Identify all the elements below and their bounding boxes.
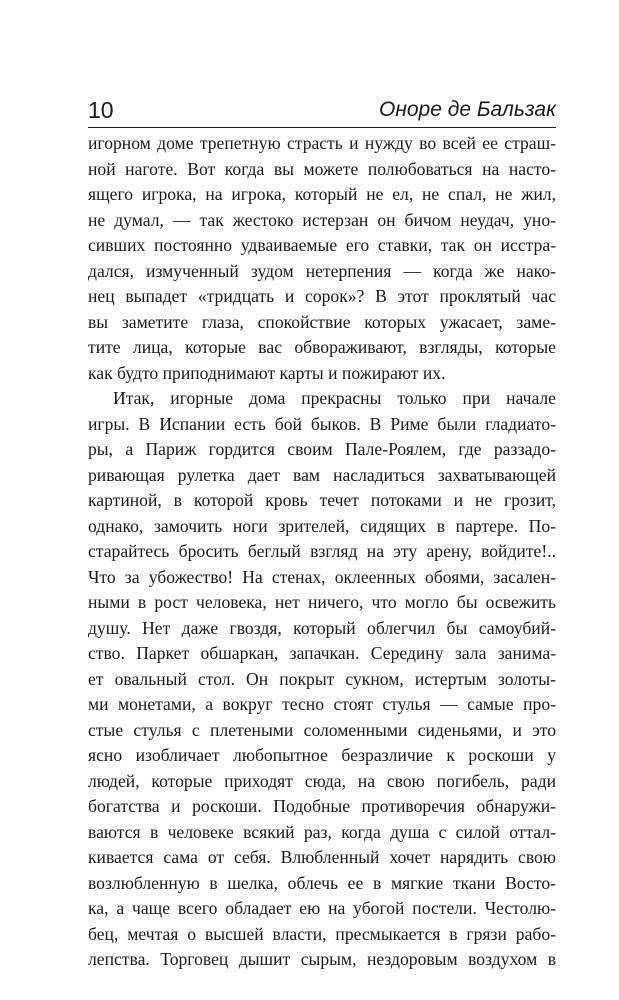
text-line: кивается сама от себя. Влюбленный хочет нарядить свою (88, 847, 556, 867)
paragraph-last-line: как будто приподнимают карты и пожирают их. (88, 362, 446, 383)
text-line: ры, а Париж гордится своим Пале-Роялем, где раззадо- (88, 439, 556, 459)
text-line: бец, мечтая о высшей власти, пресмыкается в грязи рабо- (88, 923, 556, 944)
text-line: старайтесь бросить беглый взгляд на эту арену, войдите!.. (88, 541, 556, 561)
text-line: ной наготе. Вот когда вы можете полюбоваться на насто- (88, 158, 556, 179)
paragraph-first-line: Итак, игорные дома прекрасны только при начале (113, 388, 556, 408)
text-line: нец выпадет «тридцать и сорок»? В этот проклятый час (88, 286, 556, 306)
text-line: душу. Нет даже гвоздя, который облегчил бы самоубий- (88, 617, 556, 638)
page-header (88, 96, 556, 130)
text-line: ваются в человеке всякий раз, когда душа с силой оттал- (88, 821, 556, 842)
text-line: ка, а чаще всего обладает ею на убогой постели. Честолю- (88, 898, 556, 918)
text-line: игорном доме трепетную страсть и нужду во всей ее страш- (88, 133, 556, 153)
text-line: не думал, — так жестоко истерзан он бичом неудач, уно- (88, 209, 556, 230)
text-line: картиной, в которой кровь течет потоками и не грозит, (88, 490, 556, 510)
text-line: сивших постоянно удваиваемые его ставки, так он исстра- (88, 235, 556, 255)
header-rule (88, 127, 556, 128)
text-line: тите лица, которые вас обвораживают, взгляды, которые (88, 337, 556, 357)
page-number: 10 (88, 97, 114, 123)
text-line: игры. В Испании есть бой быков. В Риме были гладиато- (88, 413, 556, 434)
text-line: людей, которые приходят сюда, на свою погибель, ради (88, 770, 556, 791)
text-line: лепства. Торговец дышит сырым, нездоровым воздухом в (88, 949, 556, 969)
text-line: ство. Паркет обшаркан, запачкан. Середину зала занима- (88, 643, 556, 663)
text-line: однако, замочить ноги зрителей, сидящих в партере. По- (88, 515, 556, 536)
text-line: ет овальный стол. Он покрыт сукном, истертым золоты- (88, 668, 556, 689)
text-line: ясно изобличает любопытное безразличие к роскоши у (88, 745, 556, 765)
text-line: возлюбленную в шелка, облечь ее в мягкие ткани Восто- (88, 872, 556, 893)
text-line: стые стулья с плетеными соломенными сиденьями, и это (88, 719, 556, 740)
text-line: ми монетами, а вокруг тесно стоят стулья — самые про- (88, 694, 556, 714)
text-line: вы заметите глаза, спокойствие которых ужасает, заме- (88, 311, 556, 332)
text-line: ривающая рулетка дает вам насладиться захватывающей (88, 464, 556, 485)
text-line: Что за убожество! На стенах, оклеенных обоями, засален- (88, 566, 556, 587)
body-text (88, 131, 556, 973)
text-line: дался, измученный зудом нетерпения — когда же нако- (88, 260, 556, 281)
text-line: ными в рост человека, нет ничего, что могло бы освежить (88, 592, 556, 612)
text-line: богатства и роскоши. Подобные противоречия обнаружи- (88, 796, 556, 816)
text-line: ящего игрока, на игрока, который не ел, не спал, не жил, (88, 184, 556, 204)
running-title: Оноре де Бальзак (378, 98, 556, 121)
